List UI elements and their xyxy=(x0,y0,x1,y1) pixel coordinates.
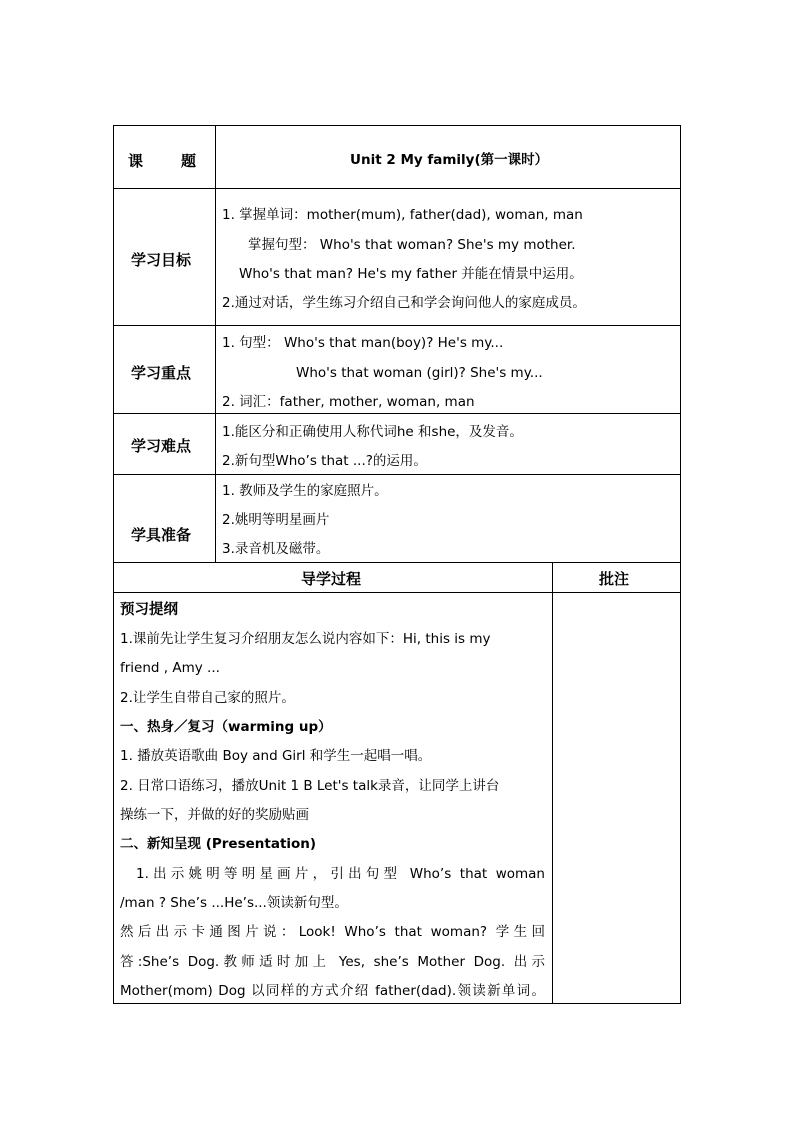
preparation-line: 3.录音机及磁带。 xyxy=(222,541,330,557)
objectives-line: 2.通过对话，学生练习介绍自己和学会询问他人的家庭成员。 xyxy=(222,295,586,311)
row-divider xyxy=(113,562,681,563)
row-divider xyxy=(113,474,681,475)
process-line: 预习提纲 xyxy=(120,602,178,618)
process-line: 2.让学生自带自己家的照片。 xyxy=(120,690,295,706)
process-line: Mother(mom) Dog 以同样的方式介绍 father(dad).领读新单词。 xyxy=(120,983,545,999)
preparation-label: 学具准备 xyxy=(131,526,192,544)
preparation-line: 2.姚明等明星画片 xyxy=(222,512,330,528)
row-divider xyxy=(113,413,681,414)
process-line: 1.出示姚明等明星画片，引出句型 Who’s that woman xyxy=(136,866,545,882)
table-border-bottom xyxy=(113,1003,681,1004)
table-border-right xyxy=(680,125,681,1004)
process-line: 然后出示卡通图片说：Look! Who’s that woman? 学生回 xyxy=(120,924,545,940)
difficulties-line: 1.能区分和正确使用人称代词he 和she，及发音。 xyxy=(222,424,523,440)
process-line: 一、热身／复习（warming up） xyxy=(120,719,332,735)
process-line: friend , Amy ... xyxy=(120,660,220,676)
objectives-label: 学习目标 xyxy=(131,251,192,269)
column-divider xyxy=(215,125,216,562)
process-header: 导学过程 xyxy=(301,570,362,588)
objectives-line: Who's that man? He's my father 并能在情景中运用。 xyxy=(239,266,583,282)
table-border-top xyxy=(113,125,681,126)
difficulties-line: 2.新句型Who’s that ...?的运用。 xyxy=(222,453,427,469)
topic-label-char-1: 课 xyxy=(128,152,144,170)
difficulties-label: 学习难点 xyxy=(131,437,192,455)
process-line: 答:She’s Dog.教师适时加上 Yes, she’s Mother Dog. 出示 xyxy=(120,954,545,970)
row-divider xyxy=(113,592,681,593)
key-points-label: 学习重点 xyxy=(131,364,192,382)
topic-label-char-2: 题 xyxy=(181,152,197,170)
process-line: /man ? She’s ...He’s...领读新句型。 xyxy=(120,895,348,911)
lesson-title: Unit 2 My family(第一课时） xyxy=(350,152,549,168)
process-line: 1. 播放英语歌曲 Boy and Girl 和学生一起唱一唱。 xyxy=(120,748,432,764)
process-line: 操练一下，并做的好的奖励贴画 xyxy=(120,807,309,823)
preparation-line: 1. 教师及学生的家庭照片。 xyxy=(222,483,388,499)
row-divider xyxy=(113,325,681,326)
process-line: 2. 日常口语练习，播放Unit 1 B Let's talk录音，让同学上讲台 xyxy=(120,778,500,794)
notes-header: 批注 xyxy=(599,570,630,588)
table-border-left xyxy=(113,125,114,1004)
objectives-line: 1. 掌握单词：mother(mum), father(dad), woman, man xyxy=(222,207,583,223)
key-points-line: 1. 句型： Who's that man(boy)? He's my... xyxy=(222,335,504,351)
key-points-line: 2. 词汇：father, mother, woman, man xyxy=(222,394,475,410)
process-line: 二、新知呈现 (Presentation) xyxy=(120,836,317,852)
row-divider xyxy=(113,188,681,189)
key-points-line: Who's that woman (girl)? She's my... xyxy=(296,365,543,381)
objectives-line: 掌握句型： Who's that woman? She's my mother. xyxy=(248,237,576,253)
process-line: 1.课前先让学生复习介绍朋友怎么说内容如下：Hi, this is my xyxy=(120,631,491,647)
column-divider xyxy=(552,562,553,1004)
